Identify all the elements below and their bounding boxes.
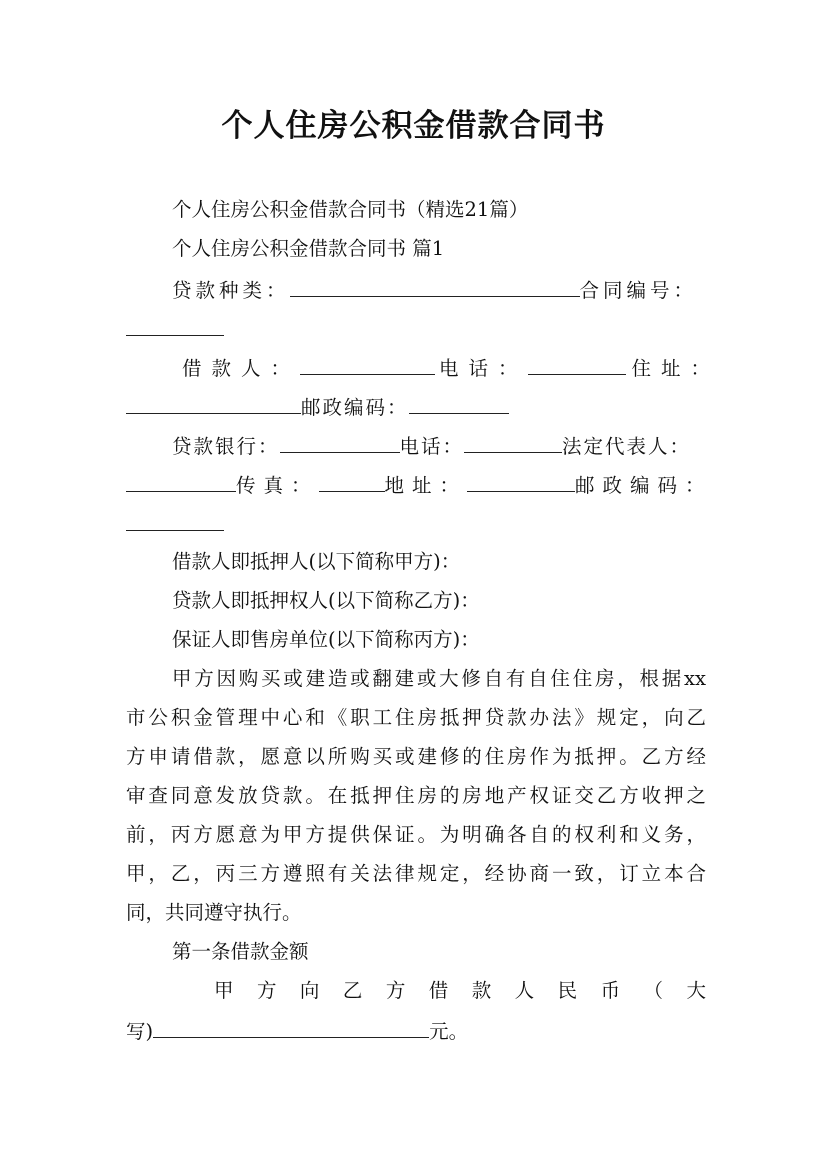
contract-no-blank (126, 315, 224, 336)
legal-rep-label: 法定代表人： (562, 435, 692, 458)
borrower-address-blank (126, 393, 301, 414)
borrower-phone-label: 电话： (439, 357, 528, 380)
legal-rep-blank (126, 471, 236, 492)
lender-phone-blank (464, 432, 562, 453)
lender-address-blank (467, 471, 575, 492)
borrower-phone-blank (528, 354, 626, 375)
borrower-row (182, 354, 721, 382)
lender-fax-row (126, 471, 713, 499)
borrower-postcode-row (126, 393, 706, 421)
paragraph-line: 方申请借款，愿意以所购买或建修的住房作为抵押。乙方经 (126, 745, 706, 768)
party-c: 保证人即售房单位(以下简称丙方)： (172, 628, 480, 651)
paragraph-line: 甲方因购买或建造或翻建或大修自有自住住房，根据xx (172, 667, 706, 690)
article-1-amount-prefix: 写) (126, 1020, 154, 1043)
paragraph-line: 前，丙方愿意为甲方提供保证。为明确各自的权利和义务， (126, 823, 706, 846)
borrower-postcode-blank (409, 393, 509, 414)
borrower-blank (300, 354, 435, 375)
contract-no-row (126, 315, 706, 343)
lender-bank-label: 贷款银行： (172, 435, 280, 458)
party-b: 贷款人即抵押权人(以下简称乙方)： (172, 589, 480, 612)
lender-postcode-row (126, 510, 706, 538)
contract-no-label: 合同编号： (579, 279, 698, 302)
paragraph-last-line: 同，共同遵守执行。 (126, 901, 302, 924)
document-subtitle: 个人住房公积金借款合同书（精选21篇） (172, 198, 529, 221)
lender-bank-blank (280, 432, 400, 453)
borrower-label: 借款人： (182, 357, 301, 380)
lender-address-label: 地址： (384, 474, 468, 497)
paragraph-line: 市公积金管理中心和《职工住房抵押贷款办法》规定，向乙 (126, 706, 706, 729)
borrower-postcode-label: 邮政编码： (301, 396, 409, 419)
party-a: 借款人即抵押人(以下简称甲方)： (172, 550, 461, 573)
article-1-line: 甲方向乙方借款人民币（大 (214, 979, 706, 1002)
borrower-address-label: 住址： (631, 357, 721, 380)
lender-phone-label: 电话： (399, 435, 465, 458)
chapter-heading: 个人住房公积金借款合同书 篇1 (172, 237, 445, 260)
fax-blank (319, 471, 385, 492)
amount-blank (153, 1017, 429, 1038)
lender-row (172, 432, 706, 460)
lender-postcode-label: 邮政编码： (575, 474, 713, 497)
loan-type-row (172, 276, 706, 304)
lender-postcode-blank (126, 510, 224, 531)
paragraph-line: 甲，乙，丙三方遵照有关法律规定，经协商一致，订立本合 (126, 862, 706, 885)
loan-type-blank (290, 276, 580, 297)
loan-type-label: 贷款种类： (172, 279, 290, 302)
article-1-amount-row (126, 1017, 706, 1045)
document-title: 个人住房公积金借款合同书 (221, 108, 606, 144)
article-1-amount-suffix: 元。 (429, 1020, 469, 1043)
paragraph-line: 审查同意发放贷款。在抵押住房的房地产权证交乙方收押之 (126, 784, 706, 807)
fax-label: 传真： (236, 474, 319, 497)
article-1-heading: 第一条借款金额 (172, 940, 309, 963)
